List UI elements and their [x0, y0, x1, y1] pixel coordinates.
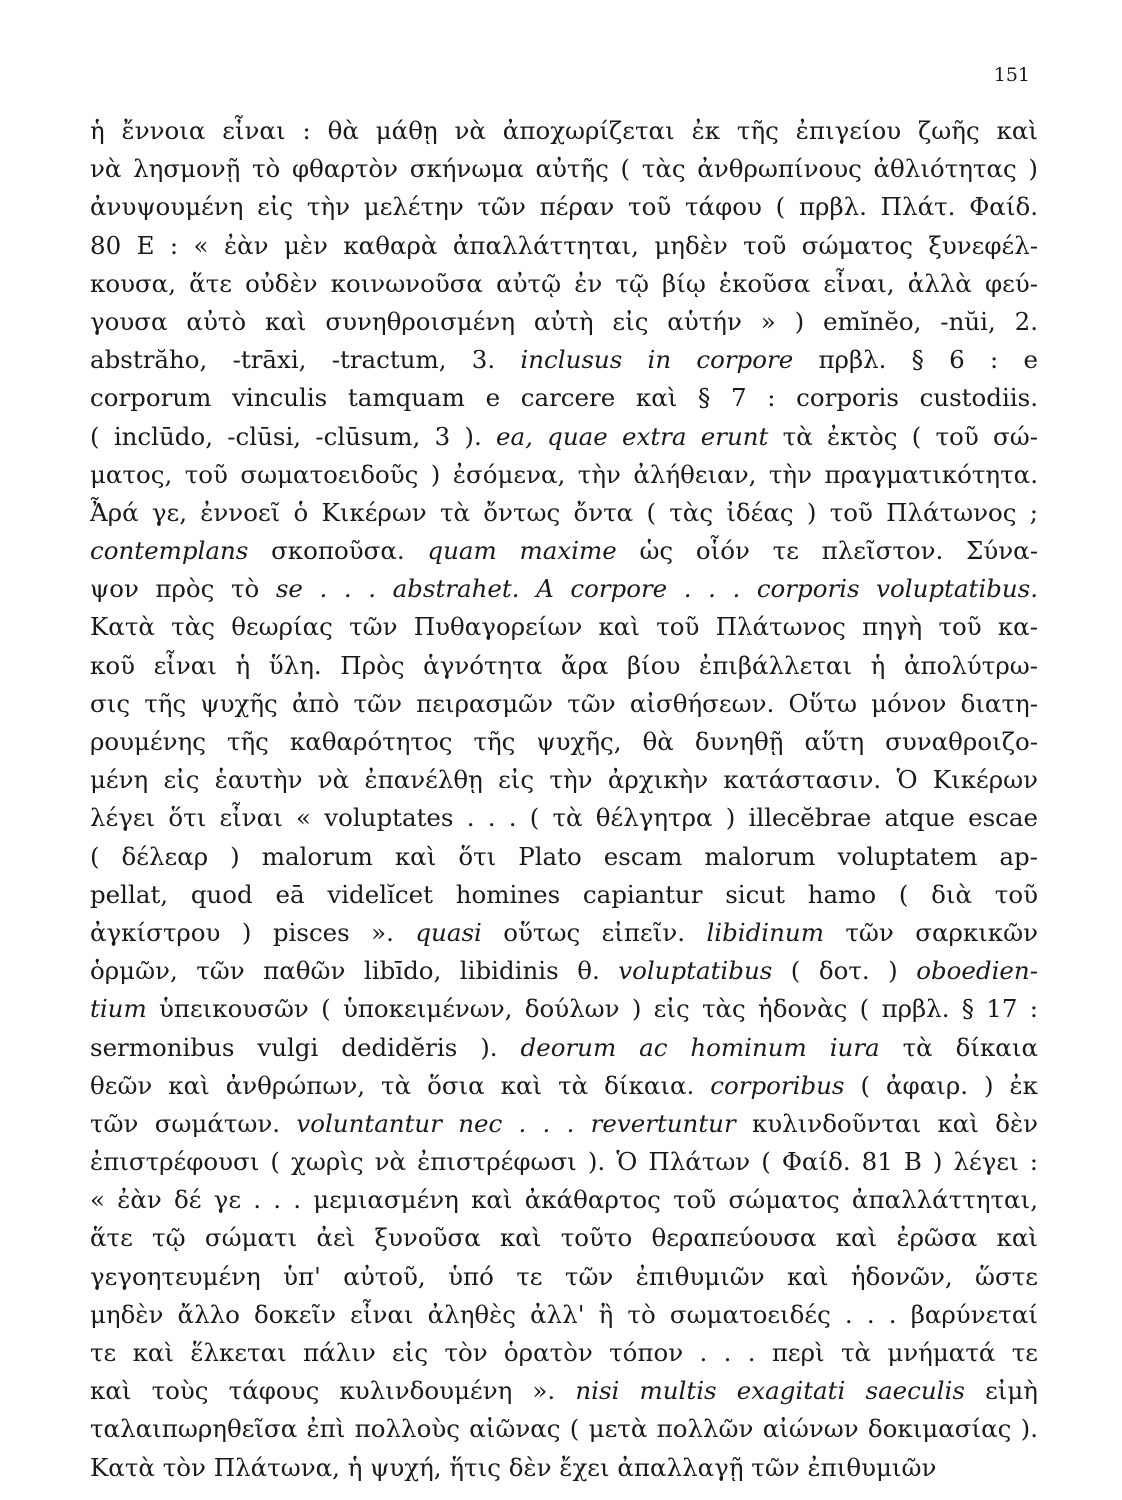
text-run: τε καὶ ἕλκεται πάλιν εἰς τὸν ὁρατὸν τόπον . . . περὶ τὰ μνήματά τε [90, 1338, 1038, 1367]
text-line [90, 1143, 1038, 1181]
text-run: γουσα αὐτὸ καὶ συνηθροισμένη αὐτὴ εἰς αὑτήν » ) emĭnĕo, -nŭi, 2. [90, 306, 1038, 336]
text-run: Κατὰ τὰς θεωρίας τῶν Πυθαγορείων καὶ τοῦ Πλάτωνος πηγὴ τοῦ κα- [90, 612, 1038, 642]
text-run: νὰ λησμονῇ τὸ φθαρτὸν σκήνωμα αὐτῆς ( τὰς ἀνθρωπίνους ἀθλιότητας ) [90, 154, 1038, 184]
italic-latin-lemma: quam maxime [427, 536, 617, 566]
text-line [90, 341, 1038, 379]
text-run: ( ἀφαιρ. ) ἐκ [844, 1070, 1038, 1100]
italic-latin-lemma: voluptatibus [618, 956, 773, 986]
text-run: ( δέλεαρ ) malorum καὶ ὅτι Plato escam malorum voluptatem ap- [90, 841, 1038, 871]
text-line [90, 799, 1038, 837]
text-run: ( inclūdo, -clūsi, -clūsum, 3 ). [90, 421, 497, 451]
text-line [90, 952, 1038, 990]
text-run: κυλινδοῦνται καὶ δὲν [735, 1108, 1038, 1138]
text-line [90, 188, 1038, 226]
text-line [90, 532, 1038, 570]
text-line [90, 1372, 1038, 1410]
italic-latin-lemma: corporibus [710, 1070, 845, 1100]
text-line [90, 570, 1038, 608]
text-run: Ἆρά γε, ἐννοεῖ ὁ Κικέρων τὰ ὄντως ὄντα ( τὰς ἰδέας ) τοῦ Πλάτωνος ; [90, 497, 1038, 527]
text-line [90, 1258, 1038, 1296]
text-line [90, 494, 1038, 532]
text-run: σκοποῦσα. [248, 536, 428, 566]
text-run: pellat, quod eā videlĭcet homines capiantur sicut hamo ( διὰ τοῦ [90, 879, 1038, 909]
text-line [90, 1296, 1038, 1334]
text-line [90, 723, 1038, 761]
text-run: ὁρμῶν, τῶν παθῶν libīdo, libidinis θ. [90, 956, 619, 986]
text-run: καὶ τοὺς τάφους κυλινδουμένη ». [90, 1376, 576, 1406]
text-line [90, 685, 1038, 723]
text-run: μένη εἰς ἑαυτὴν νὰ ἐπανέλθῃ εἰς τὴν ἀρχικὴν κατάστασιν. Ὁ Κικέρων [90, 765, 1038, 795]
text-line [90, 1181, 1038, 1219]
text-line [90, 456, 1038, 494]
italic-latin-lemma: libidinum [706, 917, 824, 947]
italic-latin-lemma: tium [90, 994, 147, 1024]
text-run: τῶν σαρκικῶν [823, 917, 1038, 947]
text-line [90, 1410, 1038, 1448]
text-run: κοῦ εἶναι ἡ ὕλη. Πρὸς ἁγνότητα ἄρα βίου ἐπιβάλλεται ἡ ἀπολύτρω- [90, 650, 1038, 680]
text-run: corporum vinculis tamquam e carcere καὶ § 7 : corporis custodiis. [90, 383, 1038, 413]
text-line [90, 608, 1038, 646]
text-run: ματος, τοῦ σωματοειδοῦς ) ἐσόμενα, τὴν ἀλήθειαν, τὴν πραγματικότητα. [90, 459, 1038, 489]
italic-latin-lemma: inclusus in corpore [520, 345, 794, 375]
text-run: εἰμὴ [964, 1376, 1038, 1406]
page-number: 151 [993, 64, 1030, 86]
text-run: λέγει ὅτι εἶναι « voluptates . . . ( τὰ θέλγητρα ) illecĕbrae atque escae [90, 803, 1038, 833]
text-run: sermonibus vulgi dedidĕris ). [90, 1032, 521, 1062]
italic-latin-lemma: se . . . abstrahet. A corpore . . . corporis voluptatibus. [275, 574, 1038, 604]
text-run: θεῶν καὶ ἀνθρώπων, τὰ ὅσια καὶ τὰ δίκαια. [90, 1070, 711, 1100]
text-run: τὰ ἐκτὸς ( τοῦ σώ- [768, 421, 1038, 451]
text-run: τὰ δίκαια [879, 1032, 1038, 1062]
italic-latin-lemma: contemplans [90, 536, 249, 566]
italic-latin-lemma: nisi multis exagitati saeculis [575, 1376, 965, 1406]
commentary-text [90, 112, 1038, 1487]
text-run: Κατὰ τὸν Πλάτωνα, ἡ ψυχή, ἥτις δὲν ἔχει ἀπαλλαγῇ τῶν ἐπιθυμιῶν [90, 1452, 937, 1482]
text-line [90, 838, 1038, 876]
text-line [90, 418, 1038, 456]
text-line [90, 379, 1038, 417]
text-run: ρουμένης τῆς καθαρότητος τῆς ψυχῆς, θὰ δυνηθῇ αὕτη συναθροιζο- [90, 727, 1038, 756]
text-run: ἀγκίστρου ) pisces ». [90, 917, 416, 947]
text-run: μηδὲν ἄλλο δοκεῖν εἶναι ἀληθὲς ἀλλ' ἢ τὸ σωματοειδές . . . βαρύνεταί [90, 1299, 1038, 1329]
text-line [90, 647, 1038, 685]
text-run: ἡ ἔννοια εἶναι : θὰ μάθῃ νὰ ἀποχωρίζεται ἐκ τῆς ἐπιγείου ζωῆς καὶ [90, 116, 1038, 145]
text-line [90, 112, 1038, 150]
text-run: ὑπεικουσῶν ( ὑποκειμένων, δούλων ) εἰς τὰς ἡδονὰς ( πρβλ. § 17 : [146, 994, 1038, 1024]
text-line [90, 1334, 1038, 1372]
text-line [90, 914, 1038, 952]
text-run: τῶν σωμάτων. [90, 1108, 297, 1138]
text-run: ὡς οἷόν τε πλεῖστον. Σύνα- [616, 536, 1038, 566]
text-line [90, 1029, 1038, 1067]
italic-latin-lemma: oboedien- [916, 956, 1038, 986]
text-line [90, 1105, 1038, 1143]
text-line [90, 990, 1038, 1028]
text-run: κουσα, ἅτε οὐδὲν κοινωνοῦσα αὐτῷ ἐν τῷ βίῳ ἑκοῦσα εἶναι, ἀλλὰ φεύ- [90, 268, 1038, 298]
text-line [90, 1219, 1038, 1257]
text-line [90, 1449, 1038, 1487]
italic-latin-lemma: ea, quae extra erunt [496, 421, 769, 451]
italic-latin-lemma: quasi [415, 917, 482, 947]
text-run: abstrăho, -trāxi, -tractum, 3. [90, 345, 521, 375]
text-line [90, 761, 1038, 799]
text-run: οὕτως εἰπεῖν. [481, 917, 707, 947]
italic-latin-lemma: voluntantur nec . . . revertuntur [296, 1108, 736, 1138]
text-run: σις τῆς ψυχῆς ἀπὸ τῶν πειρασμῶν τῶν αἰσθήσεων. Οὕτω μόνον διατη- [90, 688, 1038, 718]
text-run: ταλαιπωρηθεῖσα ἐπὶ πολλοὺς αἰῶνας ( μετὰ πολλῶν αἰώνων δοκιμασίας ). [90, 1414, 1038, 1444]
text-run: « ἐὰν δέ γε . . . μεμιασμένη καὶ ἀκάθαρτος τοῦ σώματος ἀπαλλάττηται, [90, 1185, 1038, 1215]
text-run: ψον πρὸς τὸ [90, 574, 276, 604]
text-line [90, 265, 1038, 303]
text-run: πρβλ. § 6 : e [793, 345, 1038, 375]
text-run: ἅτε τῷ σώματι ἀεὶ ξυνοῦσα καὶ τοῦτο θεραπεύουσα καὶ ἐρῶσα καὶ [90, 1223, 1038, 1253]
text-line [90, 1067, 1038, 1105]
text-line [90, 150, 1038, 188]
text-run: 80 E : « ἐὰν μὲν καθαρὰ ἀπαλλάττηται, μηδὲν τοῦ σώματος ξυνεφέλ- [90, 230, 1038, 260]
text-line [90, 876, 1038, 914]
text-line [90, 303, 1038, 341]
text-run: ( δοτ. ) [772, 956, 917, 986]
italic-latin-lemma: deorum ac hominum iura [520, 1032, 880, 1062]
text-run: γεγοητευμένη ὑπ' αὐτοῦ, ὑπό τε τῶν ἐπιθυμιῶν καὶ ἡδονῶν, ὥστε [90, 1261, 1038, 1291]
text-run: ἐπιστρέφουσι ( χωρὶς νὰ ἐπιστρέφωσι ). Ὁ Πλάτων ( Φαίδ. 81 B ) λέγει : [90, 1147, 1038, 1177]
text-run: ἀνυψουμένη εἰς τὴν μελέτην τῶν πέραν τοῦ τάφου ( πρβλ. Πλάτ. Φαίδ. [90, 192, 1038, 222]
text-line [90, 227, 1038, 265]
